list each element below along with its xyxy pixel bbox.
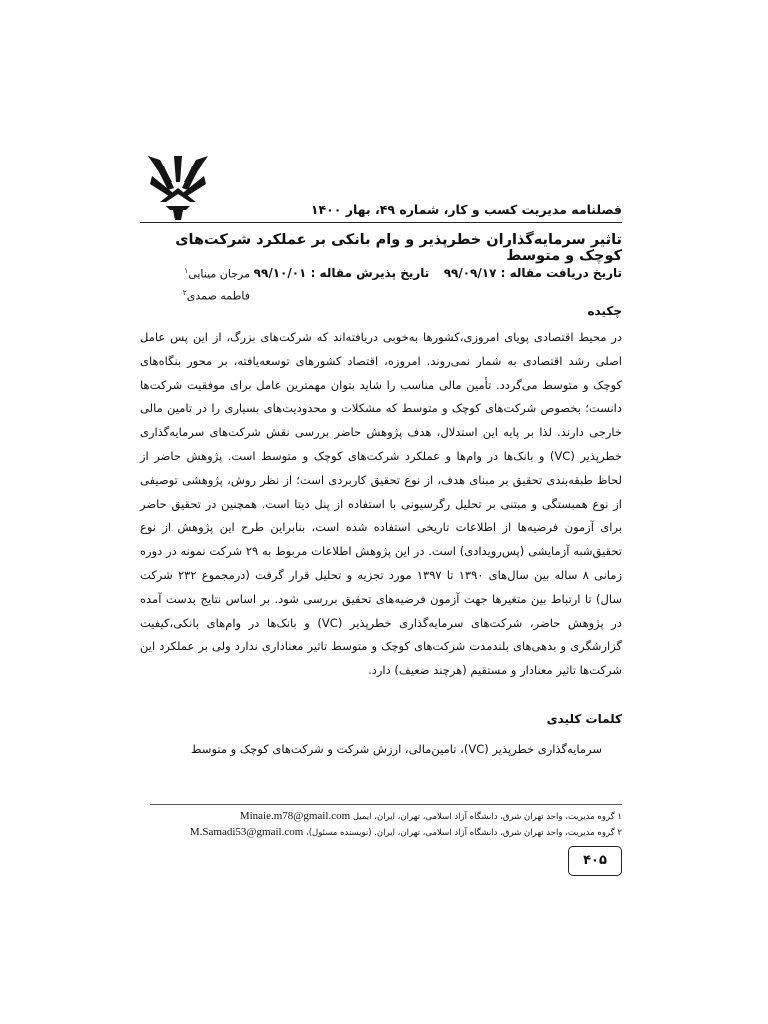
abstract-text: در محیط اقتصادی پویای امروزی،کشورها به‌خوبی دریافته‌اند که شرکت‌های بزرگ، از این پس عامل اصلی رشد اقتصادی به شمار نمی‌روند. امروزه، اقتصاد کشورهای توسعه‌یافته، بر محور بنگاه‌های کوچک و متوسط می‌گردد. تأمین مالی مناسب را شاید بتوان مهمترین عامل برای موفقیت شرکت‌ها دانست؛ بخصوص شرکت‌های کوچک و متوسط که مشکلات و محدودیت‌های بسیاری را در تامین مالی خارجی دارند. لذا بر پایه این استدلال، هدف پژوهش حاضر بررسی نقش شرکت‌های سرمایه‌گذاری خطرپذیر (VC) و بانک‌ها در وام‌ها و عملکرد شرکت‌های کوچک و متوسط است. پژوهش حاضر از لحاظ طبقه‌بندی تحقیق بر مبنای هدف، از نوع تحقیق کاربردی است؛ از نظر روش، پژوهشی توصیفی از نوع همبستگی و مبتنی بر تحلیل رگرسیونی با استفاده از پنل دیتا است. همچنین در تحقیق حاضر برای آزمون فرضیه‌ها از اطلاعات تاریخی استفاده شده است، بنابراین طرح این پژوهش از نوع تحقیق‌شبه آزمایشی (پس‌رویدادی) است. در این پژوهش اطلاعات مربوط به ۲۹ شرکت نمونه در دوره زمانی ۸ ساله بین سال‌های ۱۳۹۰ تا ۱۳۹۷ مورد تجزیه و تحلیل قرار گرفت (درمجموع ۲۳۲ شرکت سال) تا ارتباط بین متغیرها جهت آزمون فرضیه‌های تحقیق بررسی شود. بر اساس نتایج بدست آمده در پژوهش حاضر، شرکت‌های سرمایه‌گذاری خطرپذیر (VC) و بانک‌ها در وام‌های بانکی،کیفیت گزارشگری و بدهی‌های بلندمدت شرکت‌های کوچک و متوسط تاثیر معناداری ندارد ولی بر عملکرد این شرکت‌ها تاثیر معنادار و مستقیم (هرچند ضعیف) دارد.	[140, 330, 623, 678]
author-1-email: Minaie.m78@gmail.com	[239, 810, 351, 822]
abstract-heading: چکیده	[587, 304, 622, 318]
author-2-email: M.Samadi53@gmail.com	[189, 826, 304, 838]
accepted-label: تاریخ پذیرش مقاله :	[310, 266, 430, 280]
article-dates	[250, 266, 622, 280]
article-title: تاثیر سرمایه‌گذاران خطرپذیر و وام بانکی بر عملکرد شرکت‌های کوچک و متوسط	[175, 232, 622, 264]
received-date: ۹۹/۰۹/۱۷	[443, 266, 497, 280]
footnote-2: ۲ گروه مدیریت، واحد تهران شرق، دانشگاه آزاد اسلامی، تهران، ایران. (نویسنده مسئول)، M.Samadi53@gmail.com	[189, 826, 622, 838]
keywords-text: سرمایه‌گذاری خطرپذیر (VC)، تامین‌مالی، ارزش شرکت و شرکت‌های کوچک و متوسط	[190, 742, 602, 756]
page-number: ۴۰۵	[568, 846, 622, 876]
accepted-date: ۹۹/۱۰/۰۱	[253, 266, 307, 280]
author-list	[140, 262, 250, 305]
keywords-heading: کلمات کلیدی	[546, 712, 622, 726]
journal-header: فصلنامه مدیریت کسب و کار، شماره ۴۹، بهار ۱۴۰۰	[310, 202, 622, 217]
received-label: تاریخ دریافت مقاله :	[500, 266, 622, 280]
header-divider	[140, 222, 622, 223]
footnote-divider	[150, 804, 622, 805]
author-2: فاطمه صمدی$^۲$	[182, 287, 250, 303]
author-ref-2: ۲	[182, 287, 187, 297]
footnote-1: ۱ گروه مدیریت، واحد تهران شرق، دانشگاه آزاد اسلامی، تهران، ایران، ایمیل Minaie.m78@gmail.com	[239, 810, 622, 822]
author-1: مرجان مینایی$^۱$	[184, 266, 250, 281]
author-ref-1: ۱	[184, 266, 189, 275]
